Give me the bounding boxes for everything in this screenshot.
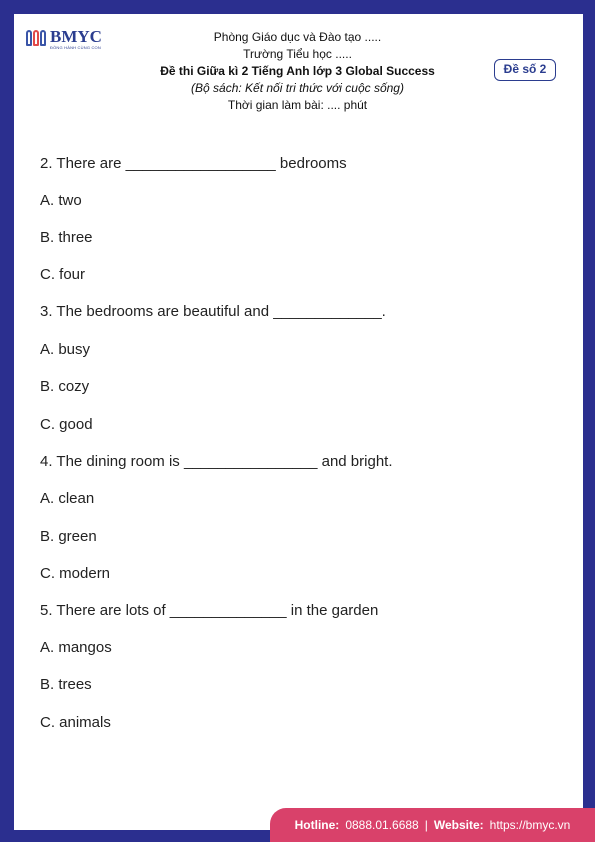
hotline-label: Hotline: bbox=[294, 818, 340, 832]
department-line: Phòng Giáo dục và Đào tạo ..... bbox=[213, 30, 382, 44]
option-4a: A. clean bbox=[40, 490, 95, 507]
exam-title: Đề thi Giữa kì 2 Tiếng Anh lớp 3 Global Success bbox=[160, 64, 435, 78]
footer-bar bbox=[270, 808, 595, 842]
question-4: 4. The dining room is ________________ and bright. bbox=[40, 453, 393, 470]
option-2a: A. two bbox=[40, 192, 82, 209]
option-3c: C. good bbox=[40, 416, 93, 433]
option-5c: C. animals bbox=[40, 714, 111, 731]
page bbox=[14, 14, 583, 830]
exam-number-badge: Đề số 2 bbox=[494, 59, 556, 81]
hotline-number[interactable]: 0888.01.6688 bbox=[345, 818, 419, 832]
option-3b: B. cozy bbox=[40, 378, 90, 395]
option-5a: A. mangos bbox=[40, 639, 112, 656]
question-2: 2. There are __________________ bedrooms bbox=[40, 155, 347, 172]
question-3: 3. The bedrooms are beautiful and _____________. bbox=[40, 303, 386, 320]
option-5b: B. trees bbox=[40, 676, 92, 693]
website-label: Website: bbox=[433, 818, 484, 832]
website-link[interactable]: https://bmyc.vn bbox=[489, 818, 571, 832]
option-2b: B. three bbox=[40, 229, 93, 246]
question-5: 5. There are lots of ______________ in the garden bbox=[40, 602, 379, 619]
school-line: Trường Tiểu học ..... bbox=[243, 47, 352, 61]
option-4b: B. green bbox=[40, 528, 97, 545]
option-4c: C. modern bbox=[40, 565, 111, 582]
option-2c: C. four bbox=[40, 266, 86, 283]
footer-separator: | bbox=[424, 818, 428, 832]
logo-tagline: ĐỒNG HÀNH CÙNG CON bbox=[50, 45, 101, 50]
option-3a: A. busy bbox=[40, 341, 91, 358]
logo-name: BMYC bbox=[50, 27, 102, 46]
time-line: Thời gian làm bài: .... phút bbox=[227, 98, 368, 112]
book-subtitle: (Bộ sách: Kết nối tri thức với cuộc sống) bbox=[191, 81, 404, 95]
